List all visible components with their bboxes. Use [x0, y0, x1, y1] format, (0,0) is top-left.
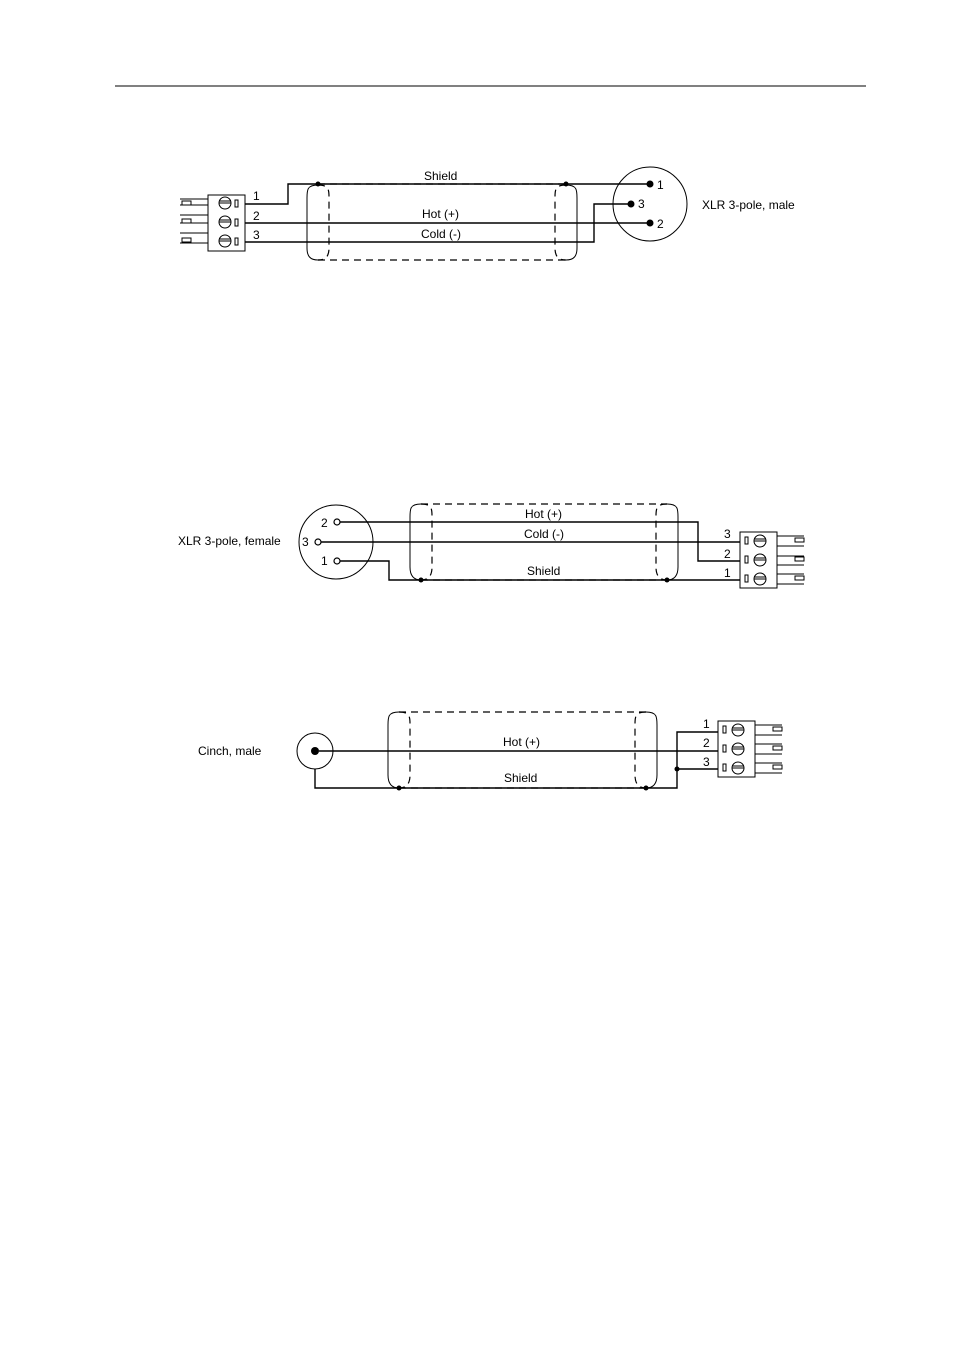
cold-label: Cold (-): [421, 227, 462, 241]
terminal-pin-label: 3: [724, 527, 731, 541]
hot-label: Hot (+): [503, 735, 541, 749]
terminal-pin-label: 2: [253, 209, 260, 223]
xlr-pin-label: 1: [321, 554, 328, 568]
shield-label: Shield: [527, 564, 561, 578]
xlr-pin-label: 2: [657, 217, 664, 231]
terminal-pin-label: 1: [703, 717, 710, 731]
connector-label: Cinch, male: [198, 744, 262, 758]
connector-label: XLR 3-pole, male: [702, 198, 795, 212]
terminal-block-connector: [180, 195, 245, 251]
terminal-pin-label: 2: [724, 547, 731, 561]
diagram-1-terminal-to-xlr-male: [180, 167, 795, 260]
terminal-block-connector: [740, 532, 804, 588]
shield-label: Shield: [424, 169, 458, 183]
diagram-2-xlr-female-to-terminal: [178, 504, 804, 588]
terminal-pin-label: 1: [724, 566, 731, 580]
shield-wire: [245, 184, 650, 204]
diagram-3-cinch-to-terminal: [198, 712, 782, 791]
terminal-pin-label: 3: [253, 228, 260, 242]
xlr-pin-label: 2: [321, 516, 328, 530]
xlr-pin-label: 1: [657, 178, 664, 192]
xlr-pin-label: 3: [302, 535, 309, 549]
hot-label: Hot (+): [422, 207, 460, 221]
connector-label: XLR 3-pole, female: [178, 534, 281, 548]
shield-label: Shield: [504, 771, 538, 785]
hot-label: Hot (+): [525, 507, 563, 521]
terminal-pin-label: 3: [703, 755, 710, 769]
cold-label: Cold (-): [524, 527, 565, 541]
xlr-pin-label: 3: [638, 197, 645, 211]
terminal-block-connector: [718, 721, 782, 777]
terminal-pin-label: 1: [253, 189, 260, 203]
terminal-pin-label: 2: [703, 736, 710, 750]
